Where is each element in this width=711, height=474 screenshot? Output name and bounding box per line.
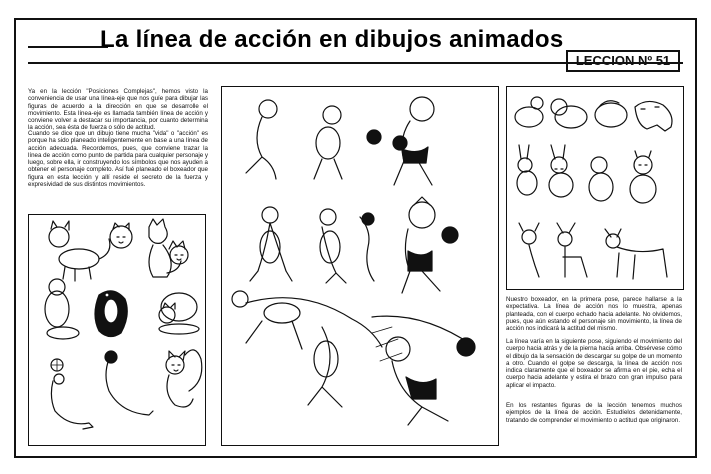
sleeping-cat-base bbox=[159, 324, 199, 334]
seal-2-body bbox=[106, 359, 153, 415]
boxer-r2-glove-4 bbox=[442, 227, 458, 243]
curled-figure-base-1 bbox=[47, 327, 79, 339]
goat-3-horns bbox=[605, 229, 621, 237]
title-rule-left bbox=[28, 46, 108, 48]
cat-legs bbox=[63, 239, 110, 281]
boxer-r2-shorts-4 bbox=[408, 251, 432, 271]
goat-3-head bbox=[606, 234, 620, 248]
panel-boxer-sequence bbox=[221, 86, 499, 446]
page-title: La línea de acción en dibujos animados bbox=[100, 26, 564, 53]
kitten-head bbox=[170, 246, 188, 264]
sitting-cat-body bbox=[149, 245, 181, 277]
boxer-r3-torso-2 bbox=[314, 341, 338, 377]
boxer-r3-head-1 bbox=[232, 291, 248, 307]
boxer-r1-glove-3 bbox=[393, 136, 407, 150]
boxer-r3-torso-1 bbox=[264, 303, 300, 323]
dog-1-body bbox=[515, 107, 543, 127]
sleeping-cat-head bbox=[159, 307, 175, 323]
goat-1-line bbox=[529, 245, 539, 277]
boxer-sketches bbox=[222, 87, 500, 447]
animal-sketches-left bbox=[29, 215, 207, 447]
dog-4-face bbox=[641, 107, 659, 109]
boxer-r2-line-1 bbox=[250, 223, 292, 281]
squirrel-face bbox=[172, 365, 180, 371]
boxer-r1-line-1 bbox=[246, 117, 276, 179]
rabbit-1-body bbox=[517, 171, 537, 195]
boxer-r3-head-3 bbox=[386, 337, 410, 361]
boxer-r2-line-2 bbox=[322, 227, 346, 283]
cat-head-circle bbox=[49, 227, 69, 247]
sitting-cat-head bbox=[149, 219, 167, 243]
boxer-r3-action-line-1 bbox=[246, 298, 382, 347]
dog-1-head bbox=[531, 97, 543, 109]
cat-walking-ears bbox=[169, 241, 185, 249]
right-paragraph-2: La línea varía en la siguiente pose, siguiendo el movimiento del cuerpo hacia atrás y de la pierna hacia arriba. Obsérvese cómo el dibujo da la sensación de descargar su golpe de un momento a otro. Cuando el golpe se descarga, la línea de acción nos indica claramente que el boxeador se afirma en el pie, echa el cuerpo hacia adelante y estira el brazo con gran impulso para aplicar el impacto. bbox=[506, 338, 682, 389]
seal-head bbox=[54, 374, 64, 384]
seal-2-ball bbox=[105, 351, 117, 363]
rabbit-2-head bbox=[551, 157, 567, 173]
boxer-r2-head-4 bbox=[409, 202, 435, 228]
dog-2-body bbox=[555, 106, 587, 128]
sleeping-cat-ears bbox=[163, 303, 175, 309]
boxer-r3-glove-3 bbox=[457, 338, 475, 356]
panel-animals-left bbox=[28, 214, 206, 446]
bear-1-head bbox=[591, 157, 607, 173]
goat-3-body bbox=[617, 247, 667, 279]
goat-2-head bbox=[558, 232, 572, 246]
intro-paragraph-2: Cuando se dice que un dibujo tiene mucha "vida" o "acción" es porque ha sido planeado inteligentemente en base a una línea de acción adecuada. Recordemos, pues, que conviene trazar la línea de acción como punto de partida para cualquier personaje y luego, sobre ella, ir construyendo los símbolos que nos ayuden a obtener el personaje completo. Así fué planeado el boxeador que figura en esta lección y allí reside el secreto de la fuerza y expresividad de sus distintos movimientos. bbox=[28, 130, 208, 189]
seal-body-line bbox=[51, 381, 93, 429]
boxer-r2-head-2 bbox=[320, 209, 336, 225]
boxer-r1-shorts-3 bbox=[402, 147, 428, 163]
curled-figure-1 bbox=[45, 291, 69, 327]
lesson-number-badge: LECCION Nº 51 bbox=[566, 50, 680, 72]
boxer-r1-head-3 bbox=[410, 97, 434, 121]
rabbit-2-body bbox=[549, 173, 573, 197]
panel-animals-right bbox=[506, 86, 684, 290]
rabbit-1-ears bbox=[519, 145, 529, 159]
boxer-r2-head-1 bbox=[262, 207, 278, 223]
rabbit-1-head bbox=[518, 158, 532, 172]
bear-2-head bbox=[634, 156, 652, 174]
boxer-r3-shorts-3 bbox=[406, 377, 436, 399]
bear-1-body bbox=[589, 173, 613, 201]
boxer-r1-glove-2 bbox=[367, 130, 381, 144]
boxer-r2-glove-3 bbox=[362, 213, 374, 225]
boxer-r3-legs-1 bbox=[246, 321, 302, 349]
boxer-r1-head-2 bbox=[323, 106, 341, 124]
boxer-r2-line-3 bbox=[360, 217, 374, 281]
curled-figure-head-1 bbox=[49, 279, 65, 295]
penguin-belly bbox=[104, 299, 118, 323]
boxer-r3-punch-arc bbox=[372, 316, 472, 345]
bear-2-body bbox=[630, 175, 656, 203]
dog-4-body bbox=[635, 101, 672, 131]
boxer-r2-torso-1 bbox=[260, 231, 280, 263]
cat-body-ellipse bbox=[59, 249, 99, 269]
squirrel-body-tail bbox=[167, 350, 202, 407]
boxer-r1-torso-2 bbox=[316, 127, 340, 159]
boxer-r1-head-1 bbox=[259, 100, 277, 118]
right-paragraph-3: En los restantes figuras de la lección tenemos muchos ejemplos de la línea de acción. Estudíelos detenidamente, tratando de comprender el movimiento o actitud que originaron. bbox=[506, 402, 682, 424]
penguin-eye bbox=[105, 293, 109, 297]
goat-1-head bbox=[522, 230, 536, 244]
boxer-r1-legs-2 bbox=[314, 159, 342, 179]
intro-paragraph-1: Ya en la lección "Posiciones Complejas", hemos visto la conveniencia de usar una línea-eje que nos guíe para dibujar las figuras de acuerdo a la dirección en que se desarrolle el movimiento. Esta línea-eje es llamada también línea de acción y conviene volver a destacar su importancia, por cuanto determina la acción, sea ésta de fuerza o sólo de actitud. bbox=[28, 88, 208, 132]
kitten-face bbox=[175, 255, 183, 260]
goat-2-body bbox=[563, 247, 587, 277]
animal-sketches-right bbox=[507, 87, 685, 291]
right-paragraph-1: Nuestro boxeador, en la primera pose, parece hallarse a la expectativa. La línea de acción nos lo muestra, apenas planteada, con el cuerpo echado hacia adelante. No olvidemos, pues, que aún estando el personaje sin movimiento, la línea de acción nos indicará la actitud del mismo. bbox=[506, 296, 682, 333]
